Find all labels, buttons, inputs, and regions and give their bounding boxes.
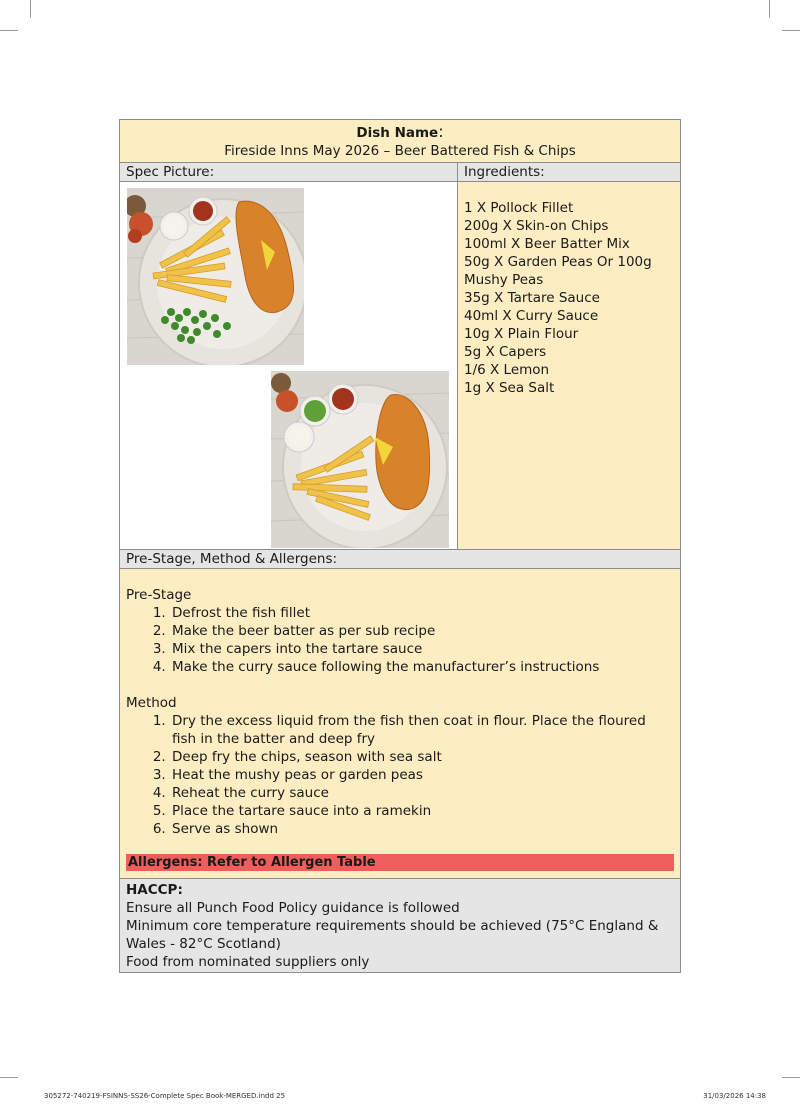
dish-name-row: Dish Name: Fireside Inns May 2026 – Beer Battered Fish & Chips — [120, 120, 680, 163]
spec-body-row — [120, 182, 680, 550]
dish-photo-1 — [127, 188, 304, 365]
footer-date: 31/03/2026 14:38 — [703, 1092, 766, 1100]
ingredient-item: 1 X Pollock Fillet — [464, 200, 574, 216]
dish-name-label: Dish Name — [356, 125, 439, 141]
ingredients-list — [464, 199, 674, 397]
method-step: 6. Serve as shown — [170, 820, 674, 838]
haccp-title: HACCP: — [126, 882, 183, 898]
crop-mark-bottom-right-h — [782, 1077, 800, 1078]
haccp-section — [120, 879, 680, 972]
method-step: 4. Reheat the curry sauce — [170, 784, 674, 802]
crop-mark-bottom-left-h — [0, 1077, 18, 1078]
spec-sheet — [119, 119, 681, 973]
ingredient-item: 10g X Plain Flour — [464, 326, 579, 342]
prestage-step: 3. Mix the capers into the tartare sauce — [170, 640, 674, 658]
method-step: 3. Heat the mushy peas or garden peas — [170, 766, 674, 784]
dish-photo-1-image — [127, 188, 304, 365]
ingredient-item: 200g X Skin-on Chips — [464, 218, 609, 234]
footer-file: 305272-740219-FSINNS-SS26-Complete Spec Book-MERGED.indd 25 — [44, 1092, 286, 1100]
prestage-list — [126, 604, 674, 676]
haccp-line: Minimum core temperature requirements should be achieved (75°C England & Wales - 82°C Scotland) — [126, 918, 659, 952]
haccp-line: Food from nominated suppliers only — [126, 954, 370, 970]
ingredients-label: Ingredients: — [458, 163, 680, 181]
method-step: 5. Place the tartare sauce into a ramekin — [170, 802, 674, 820]
haccp-line: Ensure all Punch Food Policy guidance is followed — [126, 900, 460, 916]
allergens-bar: Allergens: Refer to Allergen Table — [126, 854, 674, 871]
ingredient-item: 35g X Tartare Sauce — [464, 290, 600, 306]
crop-mark-top-right-h — [782, 30, 800, 31]
method-section-label: Pre-Stage, Method & Allergens: — [120, 550, 680, 569]
ingredient-item: 1g X Sea Salt — [464, 380, 555, 396]
prestage-step: 1. Defrost the fish fillet — [170, 604, 674, 622]
ingredient-item: 1/6 X Lemon — [464, 362, 550, 378]
crop-mark-top-left-v — [30, 0, 31, 18]
ingredient-item: 5g X Capers — [464, 344, 547, 360]
spec-picture-label: Spec Picture: — [120, 163, 458, 181]
spec-header-row — [120, 163, 680, 182]
dish-photo-2 — [271, 371, 449, 548]
ingredient-item: 50g X Garden Peas Or 100g Mushy Peas — [464, 254, 652, 288]
spec-picture-cell — [120, 182, 458, 549]
method-section — [120, 569, 680, 879]
method-title: Method — [126, 695, 177, 711]
method-step: 2. Deep fry the chips, season with sea salt — [170, 748, 674, 766]
ingredients-cell — [458, 182, 680, 549]
prestage-title: Pre-Stage — [126, 587, 192, 603]
crop-mark-top-right-v — [769, 0, 770, 18]
ingredient-item: 40ml X Curry Sauce — [464, 308, 599, 324]
dish-photo-2-image — [271, 371, 449, 548]
prestage-step: 4. Make the curry sauce following the manufacturer’s instructions — [170, 658, 674, 676]
method-step: 1. Dry the excess liquid from the fish then coat in flour. Place the floured fish in the batter and deep fry — [170, 712, 674, 748]
prestage-step: 2. Make the beer batter as per sub recipe — [170, 622, 674, 640]
dish-name-value: Fireside Inns May 2026 – Beer Battered Fish & Chips — [224, 143, 576, 159]
method-list — [126, 712, 674, 838]
crop-mark-top-left-h — [0, 30, 18, 31]
ingredient-item: 100ml X Beer Batter Mix — [464, 236, 630, 252]
